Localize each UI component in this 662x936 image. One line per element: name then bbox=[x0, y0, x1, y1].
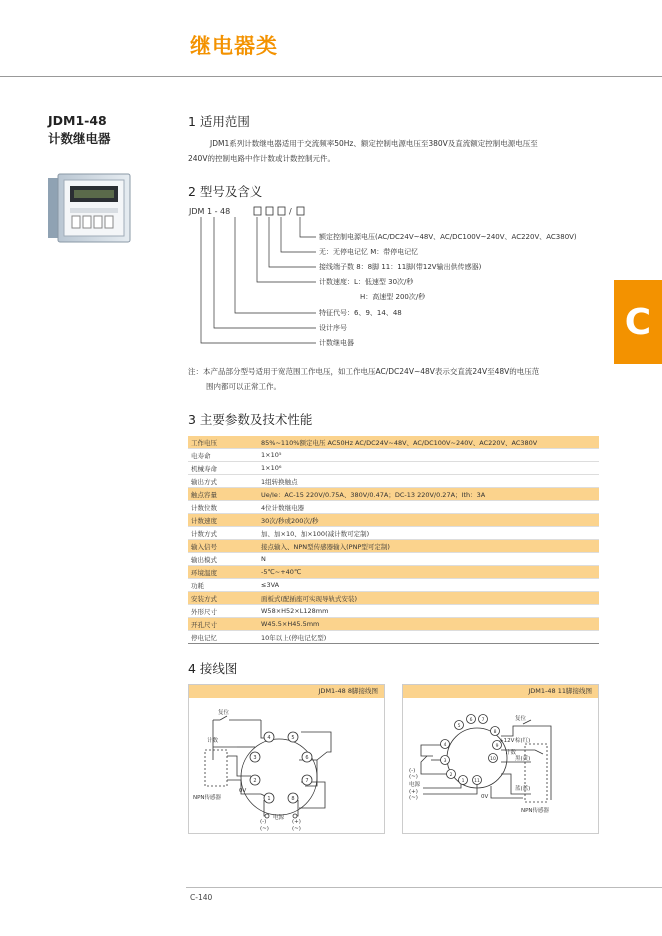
label-brown: 棕(红) bbox=[515, 738, 531, 744]
label-0v: 0V bbox=[481, 794, 489, 800]
section-2-title: 2 型号及含义 bbox=[188, 184, 263, 199]
param-key: 工作电压 bbox=[188, 436, 258, 449]
model-note-line2: 围内都可以正常工作。 bbox=[206, 382, 281, 391]
table-row bbox=[188, 488, 599, 501]
code-item-design: 设计序号 bbox=[319, 324, 347, 332]
param-value: 1组转换触点 bbox=[258, 475, 599, 488]
label-plus-ac: (~) bbox=[409, 795, 418, 801]
table-row bbox=[188, 618, 599, 631]
param-key: 输出模式 bbox=[188, 553, 258, 566]
label-minus: (-) bbox=[260, 819, 267, 825]
wiring-diagram-8pin-title: JDM1-48 8脚接线图 bbox=[189, 685, 384, 698]
label-power: 电源 bbox=[409, 782, 421, 788]
code-box-4 bbox=[297, 207, 304, 215]
table-row bbox=[188, 436, 599, 449]
model-code-diagram bbox=[186, 200, 606, 356]
pin-label-3: 3 bbox=[443, 759, 447, 764]
pin-label-1: 1 bbox=[461, 779, 465, 784]
label-npn: NPN传感器 bbox=[521, 808, 550, 814]
param-key: 机械寿命 bbox=[188, 462, 258, 475]
pin-label-2: 2 bbox=[253, 778, 257, 784]
pin-label-9: 9 bbox=[495, 744, 499, 749]
pin-label-2: 2 bbox=[449, 773, 453, 778]
param-value: 面板式(配插座可实现导轨式安装) bbox=[258, 592, 599, 605]
pin-label-10: 10 bbox=[490, 757, 496, 762]
section-3-title: 3 主要参数及技术性能 bbox=[188, 412, 313, 427]
label-plus: (+) bbox=[409, 789, 418, 795]
code-box-3 bbox=[278, 207, 285, 215]
pin-label-7: 7 bbox=[305, 778, 309, 784]
param-value: N bbox=[258, 553, 599, 566]
table-row bbox=[188, 553, 599, 566]
param-value: 加、加×10、加×100(减计数可定制) bbox=[258, 527, 599, 540]
param-key: 环境温度 bbox=[188, 566, 258, 579]
label-minus-ac: (~) bbox=[260, 826, 269, 832]
wiring-diagram-11pin-title: JDM1-48 11脚接线图 bbox=[403, 685, 598, 698]
label-count: 计数 bbox=[207, 738, 219, 744]
param-value: 1×10⁵ bbox=[258, 449, 599, 462]
code-box-1 bbox=[254, 207, 261, 215]
table-row bbox=[188, 566, 599, 579]
pin-label-8: 8 bbox=[291, 796, 295, 802]
param-key: 外形尺寸 bbox=[188, 605, 258, 618]
param-key: 计数位数 bbox=[188, 501, 258, 514]
pin-label-11: 11 bbox=[474, 779, 480, 784]
model-code-prefix: JDM 1 - 48 bbox=[189, 207, 231, 216]
pin-label-3: 3 bbox=[253, 755, 257, 761]
param-value: -5℃~+40℃ bbox=[258, 566, 599, 579]
code-item-terminals: 接线端子数 8：8脚 11：11脚(带12V输出供传感器) bbox=[319, 263, 482, 271]
product-name: 计数继电器 bbox=[48, 131, 111, 146]
pin-label-4: 4 bbox=[443, 743, 447, 748]
label-black: 黑(黄) bbox=[515, 756, 531, 762]
param-key: 电寿命 bbox=[188, 449, 258, 462]
param-value: ≤3VA bbox=[258, 579, 599, 592]
footer-divider bbox=[186, 887, 662, 888]
pin-label-6: 6 bbox=[469, 718, 473, 723]
label-npn: NPN传感器 bbox=[193, 795, 222, 801]
section-1-line2: 240V的控制电路中作计数或计数控制元件。 bbox=[188, 154, 335, 163]
table-row bbox=[188, 605, 599, 618]
table-row bbox=[188, 540, 599, 553]
code-item-speed-low: 计数速度：L：低速型 30次/秒 bbox=[319, 278, 414, 286]
table-row bbox=[188, 514, 599, 527]
table-row bbox=[188, 527, 599, 540]
param-key: 输入信号 bbox=[188, 540, 258, 553]
code-item-voltage: 额定控制电源电压(AC/DC24V~48V、AC/DC100V~240V、AC220V、AC380V) bbox=[319, 233, 577, 241]
param-value: 85%~110%额定电压 AC50Hz AC/DC24V~48V、AC/DC100V~240V、AC220V、AC380V bbox=[258, 436, 599, 449]
param-value: 接点输入、NPN型传感器输入(PNP型可定制) bbox=[258, 540, 599, 553]
pin-label-1: 1 bbox=[267, 796, 271, 802]
label-12v: +12V bbox=[499, 738, 515, 744]
label-blue: 蓝(蓝) bbox=[515, 786, 531, 792]
page-number: C-140 bbox=[190, 893, 213, 902]
param-value: 10年以上(停电记忆型) bbox=[258, 631, 599, 644]
section-tab-c: C bbox=[614, 280, 662, 364]
section-1-title: 1 适用范围 bbox=[188, 114, 250, 129]
table-row bbox=[188, 501, 599, 514]
param-key: 开孔尺寸 bbox=[188, 618, 258, 631]
label-reset: 复位 bbox=[218, 710, 230, 716]
table-row bbox=[188, 592, 599, 605]
code-box-2 bbox=[266, 207, 273, 215]
wiring-diagram-11pin bbox=[402, 684, 599, 834]
pin-label-4: 4 bbox=[267, 735, 271, 741]
label-plus: (+) bbox=[292, 819, 301, 825]
code-item-feature: 特征代号：6、9、14、48 bbox=[319, 309, 402, 317]
parameter-table bbox=[188, 436, 599, 644]
header-divider bbox=[0, 76, 662, 77]
pin-label-6: 6 bbox=[305, 755, 309, 761]
table-row bbox=[188, 475, 599, 488]
param-key: 触点容量 bbox=[188, 488, 258, 501]
label-power: 电源 bbox=[273, 815, 285, 821]
code-item-type: 计数继电器 bbox=[319, 339, 354, 347]
code-item-memory: 无：无停电记忆 M：带停电记忆 bbox=[319, 248, 419, 256]
label-minus-ac: (~) bbox=[409, 774, 418, 780]
param-key: 安装方式 bbox=[188, 592, 258, 605]
label-reset: 复位 bbox=[515, 716, 527, 722]
section-4-title: 4 接线图 bbox=[188, 661, 238, 676]
param-key: 计数方式 bbox=[188, 527, 258, 540]
pin-label-5: 5 bbox=[457, 724, 461, 729]
param-value: 1×10⁶ bbox=[258, 462, 599, 475]
param-value: Ue/Ie：AC-15 220V/0.75A、380V/0.47A；DC-13 220V/0.27A；Ith：3A bbox=[258, 488, 599, 501]
label-count: 计数 bbox=[505, 750, 517, 756]
label-0v: 0V bbox=[239, 788, 247, 794]
param-key: 功耗 bbox=[188, 579, 258, 592]
product-photo bbox=[46, 172, 132, 244]
table-row bbox=[188, 631, 599, 644]
param-value: 4位计数继电器 bbox=[258, 501, 599, 514]
label-minus: (-) bbox=[409, 768, 416, 774]
page-title: 继电器类 bbox=[190, 34, 278, 58]
table-row bbox=[188, 449, 599, 462]
model-note-line1: 注：本产品部分型号适用于宽范围工作电压，如工作电压AC/DC24V~48V表示交直流24V至48V的电压范 bbox=[188, 367, 540, 376]
code-slash: / bbox=[289, 207, 292, 216]
label-plus-ac: (~) bbox=[292, 826, 301, 832]
table-row bbox=[188, 462, 599, 475]
section-1-line1: JDM1系列计数继电器适用于交流频率50Hz、额定控制电源电压至380V及直流额定控制电源电压至 bbox=[210, 139, 538, 148]
param-value: 30次/秒或200次/秒 bbox=[258, 514, 599, 527]
code-item-speed-high: H：高速型 200次/秒 bbox=[360, 293, 426, 301]
table-row bbox=[188, 579, 599, 592]
wiring-diagram-8pin bbox=[188, 684, 385, 834]
param-value: W45.5×H45.5mm bbox=[258, 618, 599, 631]
param-key: 计数速度 bbox=[188, 514, 258, 527]
product-heading bbox=[48, 112, 111, 148]
pin-label-8: 8 bbox=[493, 730, 497, 735]
product-model: JDM1-48 bbox=[48, 113, 107, 128]
param-key: 输出方式 bbox=[188, 475, 258, 488]
param-value: W58×H52×L128mm bbox=[258, 605, 599, 618]
pin-label-7: 7 bbox=[481, 718, 485, 723]
param-key: 停电记忆 bbox=[188, 631, 258, 644]
pin-label-5: 5 bbox=[291, 735, 295, 741]
